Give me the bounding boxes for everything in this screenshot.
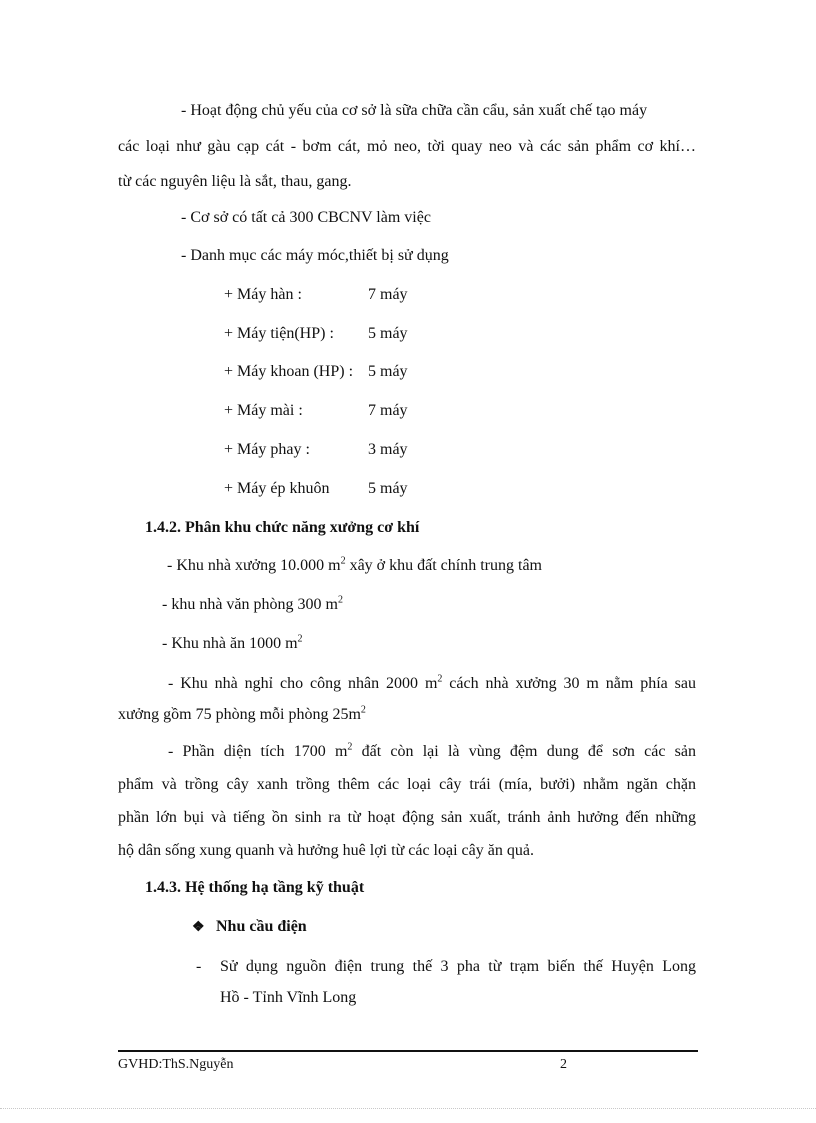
paragraph-line: Sử dụng nguồn điện trung thế 3 pha từ trạm biến thế Huyện Long — [220, 958, 696, 975]
paragraph-line: - Khu nhà xưởng 10.000 $m^2$ xây ở khu đất chính trung tâm — [167, 555, 542, 574]
diamond-bullet-icon: ❖ — [192, 920, 205, 935]
paragraph-line: - khu nhà văn phòng 300 $m^2$ — [162, 594, 343, 613]
paragraph-line: - Khu nhà nghỉ cho công nhân 2000 $m^2$ cách nhà xưởng 30 m nằm phía sau — [168, 673, 696, 692]
sub-heading: ❖ Nhu cầu điện — [192, 917, 307, 938]
machine-name: + Máy khoan (HP) : — [224, 363, 354, 380]
paragraph-line: phẩm và trồng cây xanh trồng thêm các loại cây trái (mía, bưởi) nhằm ngăn chặn — [118, 776, 696, 793]
machine-quantity: 5 máy — [368, 480, 408, 497]
paragraph-line: - Cơ sở có tất cả 300 CBCNV làm việc — [181, 209, 431, 226]
paragraph-line: xưởng gồm 75 phòng mỗi phòng $25m^2$ — [118, 704, 366, 723]
machine-quantity: 7 máy — [368, 286, 408, 303]
machine-name: + Máy ép khuôn — [224, 480, 330, 497]
machine-quantity: 7 máy — [368, 402, 408, 419]
machine-name: + Máy tiện(HP) : — [224, 325, 334, 342]
paragraph-line: hộ dân sống xung quanh và hưởng huê lợi từ các loại cây ăn quả. — [118, 842, 534, 859]
dash-bullet: - — [196, 958, 202, 975]
machine-name: + Máy hàn : — [224, 286, 302, 303]
machine-quantity: 3 máy — [368, 441, 408, 458]
paragraph-line: Hồ - Tỉnh Vĩnh Long — [220, 989, 357, 1006]
paragraph-line: - Danh mục các máy móc,thiết bị sử dụng — [181, 247, 449, 264]
machine-name: + Máy phay : — [224, 441, 310, 458]
machine-quantity: 5 máy — [368, 363, 408, 380]
paragraph-line: - Hoạt động chủ yếu của cơ sở là sữa chữa cần cẩu, sản xuất chế tạo máy — [181, 102, 648, 119]
paragraph-line: các loại như gàu cạp cát - bơm cát, mỏ neo, tời quay neo và các sản phẩm cơ khí… — [118, 138, 696, 155]
paragraph-line: từ các nguyên liệu là sắt, thau, gang. — [118, 173, 352, 190]
paragraph-line: - Phần diện tích 1700 $m^2$ đất còn lại là vùng đệm dung để sơn các sản — [168, 741, 697, 760]
section-heading: 1.4.2. Phân khu chức năng xưởng cơ khí — [145, 519, 420, 536]
page-bottom-border — [0, 1108, 816, 1109]
machine-quantity: 5 máy — [368, 325, 408, 342]
footer-divider — [118, 1050, 698, 1052]
page-number: 2 — [560, 1057, 567, 1072]
footer-advisor: GVHD:ThS.Nguyễn — [118, 1057, 234, 1072]
section-heading: 1.4.3. Hệ thống hạ tầng kỹ thuật — [145, 879, 365, 896]
paragraph-line: - Khu nhà ăn 1000 $m^2$ — [162, 633, 303, 652]
paragraph-line: phần lớn bụi và tiếng ồn sinh ra từ hoạt động sản xuất, tránh ảnh hưởng đến những — [118, 809, 696, 826]
machine-name: + Máy mài : — [224, 402, 303, 419]
